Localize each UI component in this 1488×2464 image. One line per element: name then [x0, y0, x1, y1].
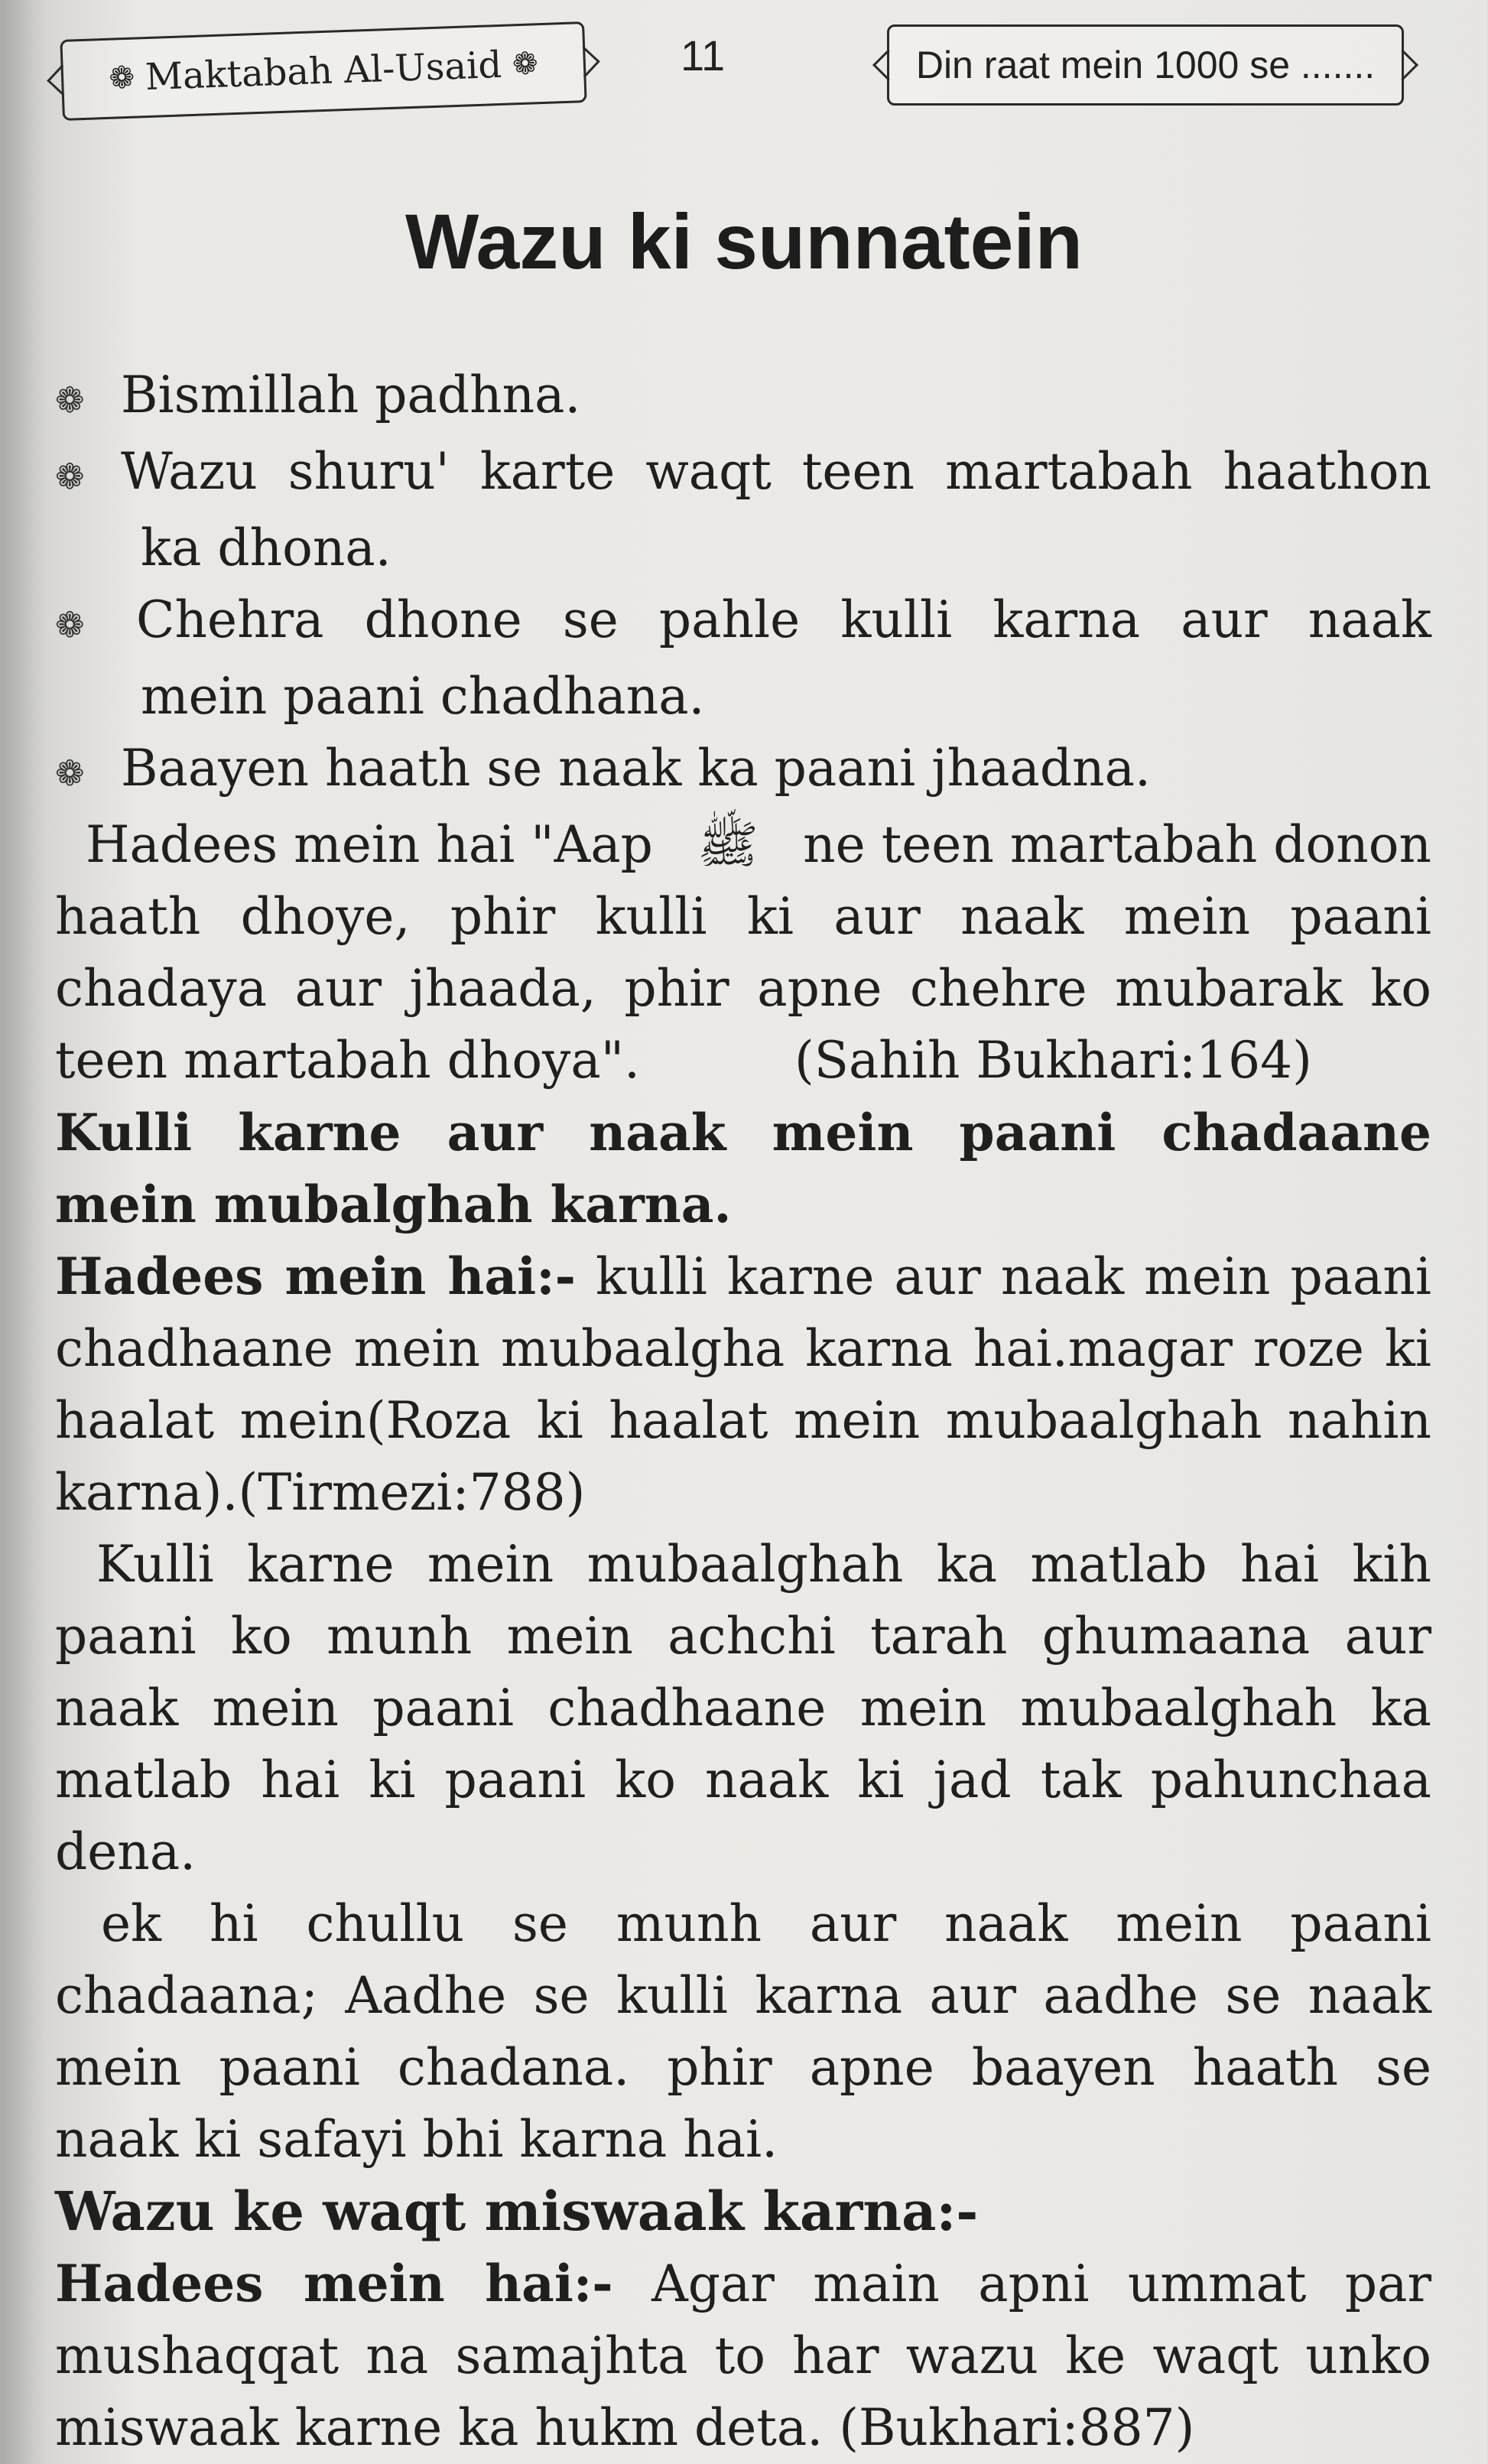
- bullet-item: [55, 733, 1431, 809]
- paragraph-line: mein paani chadana. phir apne baayen haath se: [55, 2038, 1431, 2097]
- header-chapter-title: Din raat mein 1000 se .......: [915, 44, 1376, 86]
- hadees-line: miswaak karne ka hukm deta. (Bukhari:887): [55, 2398, 1195, 2457]
- hadees-reference: (Sahih Bukhari:164): [794, 1031, 1312, 1090]
- flower-icon: ❁: [55, 604, 85, 645]
- page-content: [55, 359, 1431, 2464]
- bullet-text: Wazu shuru' karte waqt teen martabah haathon: [121, 442, 1431, 501]
- section-heading-continued: mein mubalghah karna.: [55, 1175, 732, 1234]
- paragraph-line: ek hi chullu se munh aur naak mein paani: [101, 1894, 1431, 1953]
- paragraph-line: naak mein paani chadhaane mein mubaalghah ka: [55, 1679, 1431, 1737]
- bullet-text: Chehra dhone se pahle kulli karna aur naak: [136, 590, 1431, 649]
- honorific-glyph: ﷺ: [697, 815, 759, 874]
- paragraph-line: naak ki safayi bhi karna hai.: [55, 2110, 778, 2169]
- flower-icon: ❁: [55, 379, 85, 421]
- bullet-item: [55, 359, 1431, 436]
- hadees-line: mushaqqat na samajhta to har wazu ke waqt unko: [55, 2326, 1431, 2385]
- hadees-text: Agar main apni ummat par: [651, 2254, 1432, 2313]
- hadees-line: [55, 809, 1431, 881]
- bullet-item: [55, 584, 1431, 661]
- flower-icon: ❁: [108, 60, 135, 96]
- bullet-item: [55, 436, 1431, 512]
- paragraph-line: dena.: [55, 1822, 197, 1881]
- hadees-label: Hadees mein hai:-: [55, 1247, 576, 1306]
- hadees-label: Hadees mein hai:-: [55, 2254, 613, 2313]
- section-heading: Wazu ke waqt miswaak karna:-: [55, 2180, 979, 2243]
- hadees-text: teen martabah dhoya".: [55, 1031, 641, 1090]
- hadees-line: [55, 1025, 1431, 1097]
- hadees-line: chadaya aur jhaada, phir apne chehre mubarak ko: [55, 959, 1431, 1018]
- hadees-line: [55, 1240, 1431, 1313]
- bullet-text-continued: ka dhona.: [141, 518, 391, 577]
- hadees-line: haath dhoye, phir kulli ki aur naak mein paani: [55, 887, 1431, 946]
- bullet-text: Bismillah padhna.: [121, 366, 581, 424]
- page-title: Wazu ki sunnatein: [405, 198, 1083, 285]
- page-number: 11: [681, 31, 726, 80]
- flower-icon: ❁: [55, 456, 85, 497]
- flower-icon: ❁: [55, 753, 85, 794]
- paragraph-line: matlab hai ki paani ko naak ki jad tak pahunchaa: [55, 1750, 1431, 1809]
- hadees-text: kulli karne aur naak mein paani: [596, 1247, 1432, 1306]
- hadees-text: ne teen martabah donon: [803, 815, 1431, 874]
- header-chapter-frame: [887, 24, 1404, 106]
- paragraph-line: chadaana; Aadhe se kulli karna aur aadhe se naak: [55, 1966, 1431, 2025]
- hadees-line: chadhaane mein mubaalgha karna hai.magar roze ki: [55, 1319, 1431, 1378]
- section-heading: Kulli karne aur naak mein paani chadaane: [55, 1103, 1431, 1162]
- page-header: [0, 0, 1488, 122]
- header-book-title: Maktabah Al-Usaid: [145, 43, 502, 99]
- hadees-line: karna).(Tirmezi:788): [55, 1463, 586, 1522]
- hadees-text: Hadees mein hai "Aap: [86, 815, 653, 874]
- paragraph-line: Kulli karne mein mubaalghah ka matlab hai kih: [96, 1535, 1431, 1594]
- bullet-text: Baayen haath se naak ka paani jhaadna.: [121, 739, 1151, 798]
- header-book-title-frame: [60, 21, 586, 121]
- flower-icon: ❁: [512, 46, 539, 83]
- hadees-line: [55, 2248, 1431, 2320]
- hadees-line: haalat mein(Roza ki haalat mein mubaalghah nahin: [55, 1391, 1431, 1450]
- bullet-text-continued: mein paani chadhana.: [141, 667, 705, 726]
- paragraph-line: paani ko munh mein achchi tarah ghumaana aur: [55, 1607, 1431, 1666]
